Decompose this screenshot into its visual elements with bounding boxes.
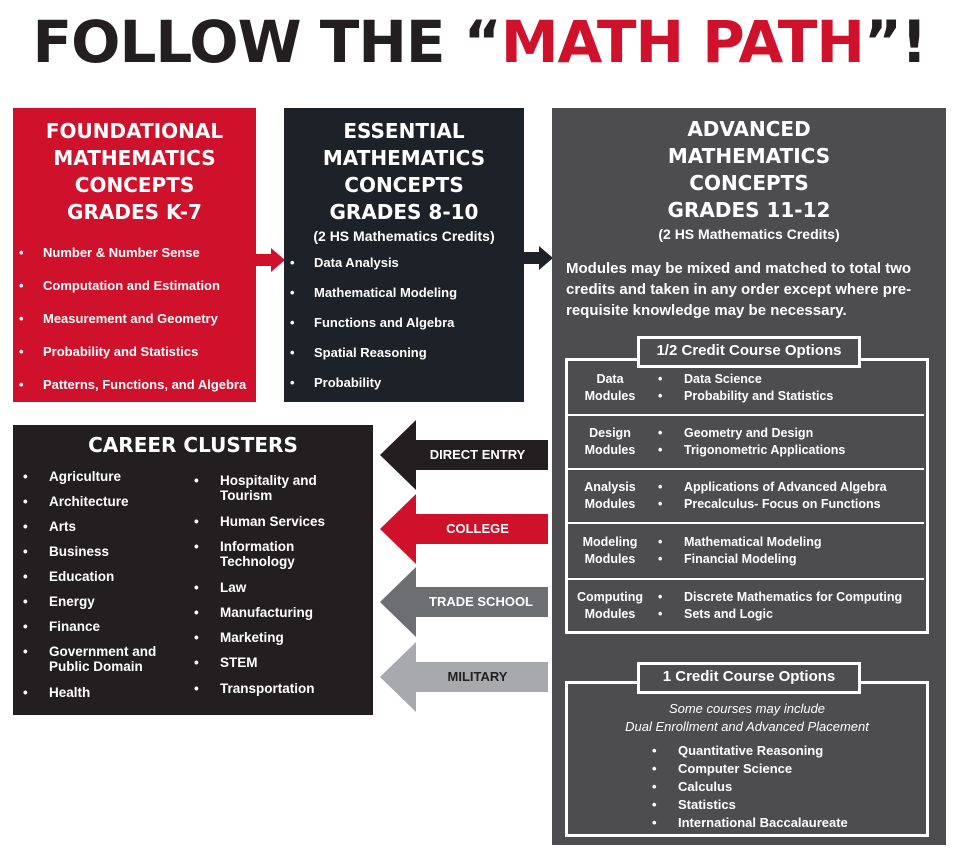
module-name-line: Computing	[577, 589, 643, 604]
list-item: • Statistics	[648, 796, 926, 814]
list-item: • Computation and Estimation	[13, 269, 256, 302]
list-item: • International Baccalaureate	[648, 814, 926, 832]
list-item: • Architecture	[21, 494, 191, 509]
foundational-heading	[13, 118, 256, 226]
heading-line: MATHEMATICS	[53, 146, 216, 170]
one-credit-note	[568, 700, 926, 736]
essential-box	[284, 108, 524, 402]
module-row	[568, 361, 924, 416]
list-item: • Number & Number Sense	[13, 236, 256, 269]
heading-line: GRADES 8-10	[329, 200, 479, 224]
one-credit-panel	[565, 681, 929, 837]
module-name	[568, 479, 652, 513]
list-item: • Law	[192, 580, 362, 595]
module-courses	[652, 425, 845, 459]
list-item: • STEM	[192, 655, 362, 670]
module-name	[568, 589, 652, 623]
heading-line: MATHEMATICS	[322, 146, 486, 170]
heading-line: GRADES 11-12	[667, 198, 831, 222]
module-row	[568, 416, 924, 470]
career-title: CAREER CLUSTERS	[88, 433, 298, 457]
list-item: • Patterns, Functions, and Algebra	[13, 368, 256, 401]
one-credit-list	[648, 742, 926, 832]
list-item: • Functions and Algebra	[284, 308, 524, 338]
module-courses	[652, 371, 833, 405]
note-line: Dual Enrollment and Advanced Placement	[625, 719, 869, 734]
module-courses	[652, 589, 902, 623]
module-row	[568, 524, 924, 580]
module-name-line: Design	[589, 426, 631, 440]
list-item: • Spatial Reasoning	[284, 338, 524, 368]
list-item: • Calculus	[648, 778, 926, 796]
title-suffix: ”!	[863, 8, 927, 76]
list-item: • Arts	[21, 519, 191, 534]
list-item: • Marketing	[192, 630, 362, 645]
heading-line: ADVANCED	[687, 117, 811, 141]
list-item: • Mathematical Modeling	[284, 278, 524, 308]
list-item: • Education	[21, 569, 191, 584]
module-name	[568, 425, 652, 459]
module-name-line: Modules	[584, 497, 636, 511]
college-label: COLLEGE	[446, 521, 509, 536]
career-clusters-box	[13, 425, 373, 715]
list-item: • Probability and Statistics	[652, 388, 833, 405]
list-item: • Probability and Statistics	[13, 335, 256, 368]
module-name-line: Modules	[584, 443, 636, 457]
heading-line: ESSENTIAL	[343, 119, 465, 143]
heading-line: FOUNDATIONAL	[45, 119, 224, 143]
one-credit-label: 1 Credit Course Options	[637, 662, 861, 694]
list-item: • Sets and Logic	[652, 606, 902, 623]
list-item: • Precalculus- Focus on Functions	[652, 496, 887, 513]
page-title	[0, 8, 959, 76]
module-name	[568, 534, 652, 568]
career-list-left	[21, 469, 191, 700]
arrow-right-icon	[255, 248, 285, 272]
trade-school-label: TRADE SCHOOL	[429, 594, 533, 609]
list-item: • Quantitative Reasoning	[648, 742, 926, 760]
list-item: • Government and Public Domain	[21, 644, 159, 674]
direct-entry-label: DIRECT ENTRY	[429, 447, 526, 462]
module-name	[568, 371, 652, 405]
list-item: • Mathematical Modeling	[652, 534, 822, 551]
module-name-line: Data	[596, 371, 624, 386]
module-courses	[652, 534, 822, 568]
half-credit-label: 1/2 Credit Course Options	[637, 336, 861, 368]
heading-line: GRADES K-7	[67, 200, 202, 224]
list-item: • Manufacturing	[192, 605, 362, 620]
list-item: • Information Technology	[192, 539, 312, 569]
module-name-line: Analysis	[584, 480, 636, 494]
advanced-heading	[552, 116, 946, 224]
list-item: • Trigonometric Applications	[652, 442, 845, 459]
list-item: • Health	[21, 685, 191, 700]
foundational-box	[13, 108, 256, 402]
advanced-credits: (2 HS Mathematics Credits)	[658, 226, 840, 242]
list-item: • Discrete Mathematics for Computing	[652, 589, 902, 606]
advanced-intro: Modules may be mixed and matched to total two credits and taken in any order except where pre-requisite knowledge may be necessary.	[566, 260, 912, 319]
list-item: • Energy	[21, 594, 191, 609]
list-item: • Hospitality and Tourism	[192, 473, 318, 503]
list-item: • Measurement and Geometry	[13, 302, 256, 335]
module-name-line: Modeling	[582, 535, 638, 549]
list-item: • Geometry and Design	[652, 425, 845, 442]
list-item: • Data Analysis	[284, 248, 524, 278]
module-name-line: Modules	[584, 388, 636, 403]
half-credit-panel	[565, 358, 929, 634]
essential-credits: (2 HS Mathematics Credits)	[313, 228, 495, 244]
military-label: MILITARY	[447, 669, 508, 684]
module-courses	[652, 479, 887, 513]
list-item: • Applications of Advanced Algebra	[652, 479, 887, 496]
list-item: • Business	[21, 544, 191, 559]
list-item: • Agriculture	[21, 469, 191, 484]
list-item: • Finance	[21, 619, 191, 634]
module-row	[568, 580, 924, 631]
module-name-line: Modules	[584, 552, 636, 566]
list-item: • Computer Science	[648, 760, 926, 778]
arrow-right-icon	[523, 246, 553, 270]
list-item: • Probability	[284, 368, 524, 398]
title-accent: MATH PATH	[500, 8, 864, 76]
module-row	[568, 470, 924, 524]
career-list-right	[192, 473, 362, 696]
list-item: • Transportation	[192, 681, 362, 696]
essential-list	[284, 248, 524, 398]
heading-line: CONCEPTS	[74, 173, 195, 197]
heading-line: MATHEMATICS	[667, 144, 831, 168]
essential-heading	[284, 118, 524, 226]
list-item: • Financial Modeling	[652, 551, 822, 568]
list-item: • Human Services	[192, 514, 362, 529]
foundational-list	[13, 236, 256, 401]
list-item: • Data Science	[652, 371, 833, 388]
note-line: Some courses may include	[668, 701, 826, 716]
heading-line: CONCEPTS	[689, 171, 809, 195]
title-prefix: FOLLOW THE “	[32, 8, 501, 76]
heading-line: CONCEPTS	[344, 173, 464, 197]
module-name-line: Modules	[584, 606, 636, 621]
